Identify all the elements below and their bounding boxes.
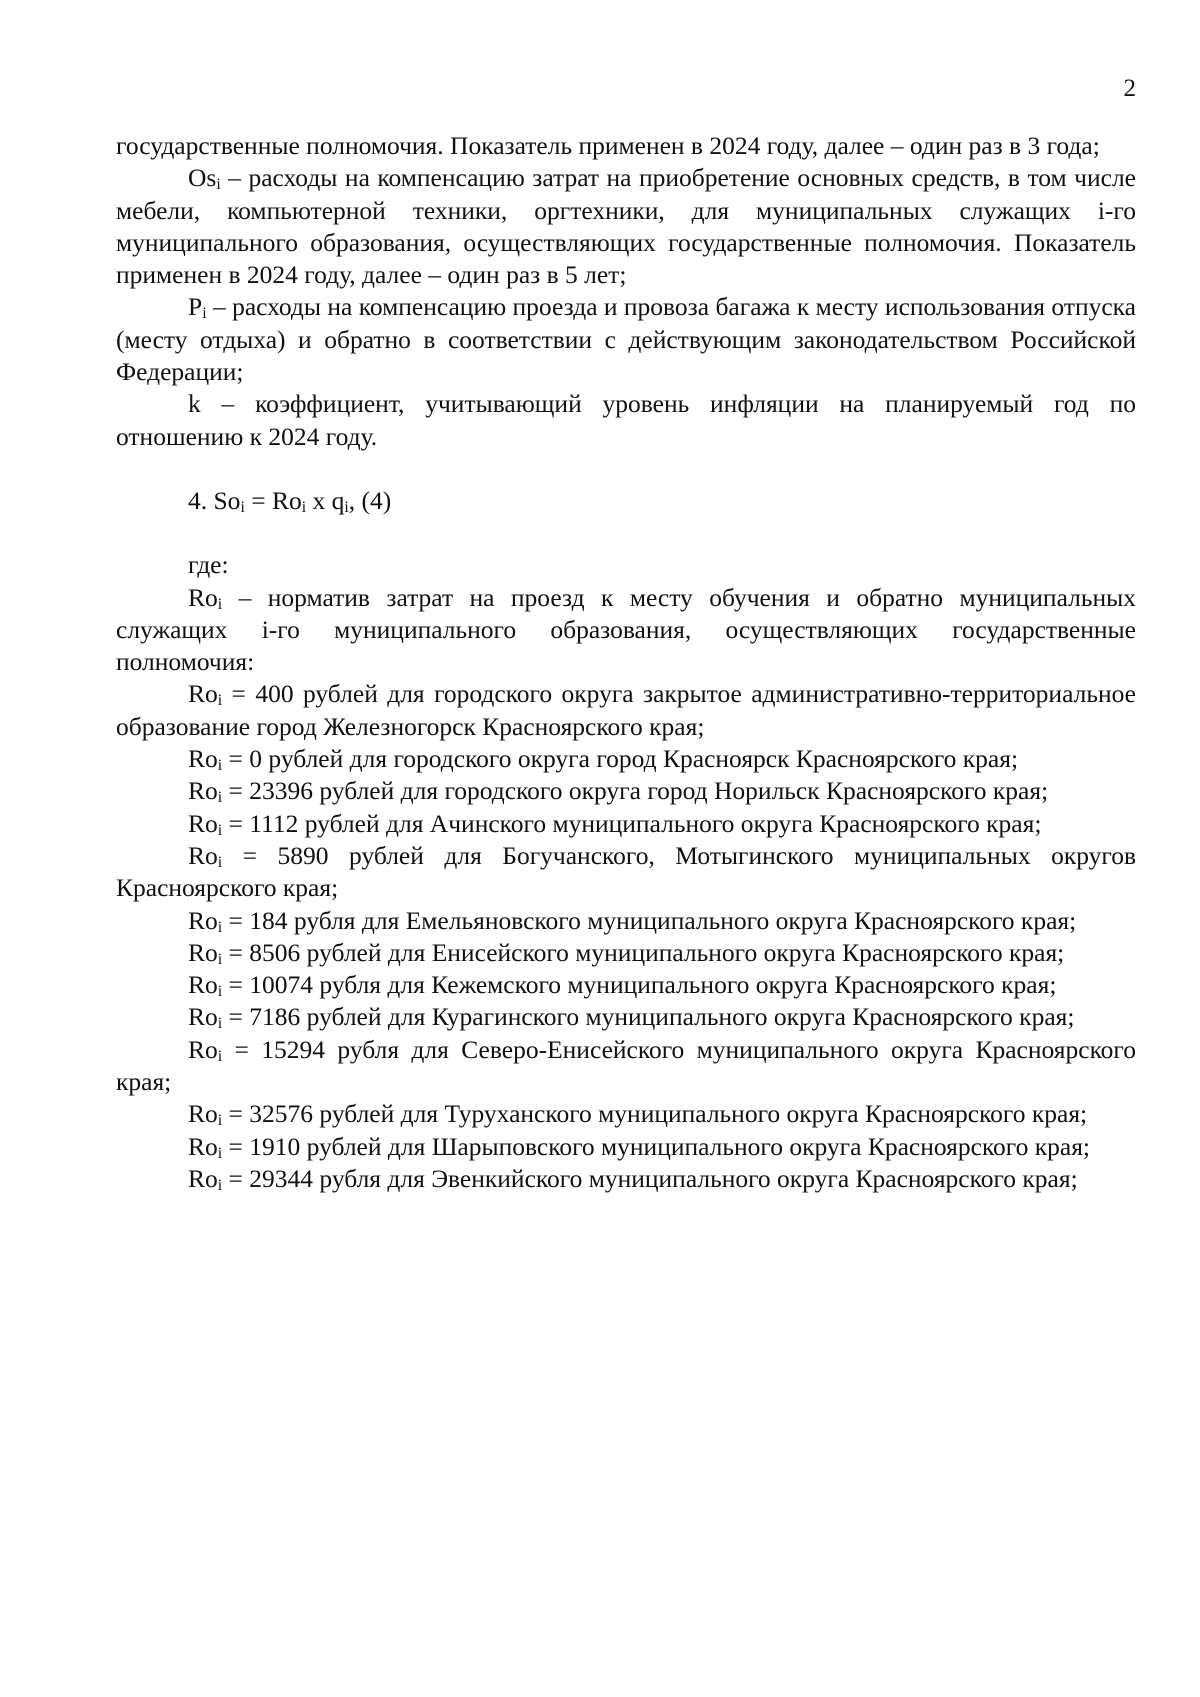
symbol-ro: Ro (188, 1002, 218, 1032)
symbol-subscript: i (217, 1112, 223, 1130)
formula-4 (116, 485, 1136, 517)
definition-k (116, 388, 1136, 453)
symbol-subscript: i (217, 595, 223, 613)
symbol-subscript: i (217, 853, 223, 871)
formula-subscript: i (301, 498, 307, 516)
ro-value-text: = 29344 рубля для Эвенкийского муниципального округа Красноярского края; (222, 1163, 1078, 1193)
symbol-ro: Ro (188, 582, 218, 612)
formula-subscript: i (240, 498, 245, 516)
symbol-subscript: i (217, 789, 223, 807)
ro-value-text: = 10074 рубля для Кежемского муниципального округа Красноярского края; (222, 970, 1057, 1000)
definition-ro (116, 582, 1136, 679)
formula-mid2: x q (306, 485, 345, 515)
ro-value-text: = 184 рубля для Емельяновского муниципального округа Красноярского края; (222, 905, 1077, 935)
definition-text: k – коэффициент, учитывающий уровень инфляции на планируемый год по отношению к 2024 году. (116, 389, 1136, 451)
ro-value-text: = 15294 рубля для Северо-Енисейского муниципального округа Красноярского края; (116, 1034, 1136, 1097)
where-label: где: (188, 550, 229, 580)
ro-value-text: = 1112 рублей для Ачинского муниципального округа Красноярского края; (222, 808, 1042, 838)
ro-value-text: = 400 рублей для городского округа закрытое административно-территориальное образование город Железногорск Красноярского края; (116, 679, 1136, 741)
ro-values-list (116, 678, 1136, 1195)
ro-value-item (116, 775, 1136, 807)
ro-value-item (116, 1034, 1136, 1099)
symbol-ro: Ro (188, 808, 218, 838)
ro-value-text: = 32576 рублей для Туруханского муниципального округа Красноярского края; (222, 1099, 1088, 1129)
ro-value-item (116, 1001, 1136, 1033)
definition-text: – норматив затрат на проезд к месту обучения и обратно муниципальных служащих i-го муниципального образования, осуществляющих государственные полномочия: (116, 582, 1136, 677)
ro-value-text: = 23396 рублей для городского округа город Норильск Красноярского края; (222, 776, 1049, 806)
ro-value-item (116, 840, 1136, 905)
symbol-ro: Ro (188, 1099, 218, 1129)
symbol-ro: Ro (188, 1034, 218, 1064)
symbol-ro: Ro (188, 840, 218, 870)
ro-value-item (116, 905, 1136, 937)
ro-value-text: = 5890 рублей для Богучанского, Мотыгинского муниципальных округов Красноярского края; (116, 840, 1136, 903)
paragraph-continuation (116, 130, 1136, 162)
symbol-os: Os (188, 163, 217, 193)
ro-value-item (116, 937, 1136, 969)
symbol-subscript: i (217, 982, 223, 1000)
symbol-p: P (188, 292, 203, 322)
symbol-subscript: i (217, 821, 223, 839)
definition-p (116, 291, 1136, 388)
symbol-ro: Ro (188, 970, 218, 1000)
document-body (116, 130, 1136, 1195)
symbol-ro: Ro (188, 905, 218, 935)
ro-value-item (116, 743, 1136, 775)
ro-value-text: = 0 рублей для городского округа город Красноярск Красноярского края; (222, 744, 1019, 774)
paragraph-text: государственные полномочия. Показатель применен в 2024 году, далее – один раз в 3 года; (116, 131, 1100, 160)
ro-value-text: = 7186 рублей для Курагинского муниципального округа Красноярского края; (222, 1002, 1075, 1032)
formula-prefix: 4. So (188, 485, 241, 515)
symbol-subscript: i (202, 305, 207, 323)
ro-value-text: = 1910 рублей для Шарыповского муниципального округа Красноярского края; (222, 1131, 1091, 1161)
ro-value-item (116, 1098, 1136, 1130)
symbol-ro: Ro (188, 744, 218, 774)
ro-value-item (116, 678, 1136, 743)
symbol-subscript: i (217, 756, 223, 774)
symbol-subscript: i (216, 176, 221, 194)
formula-mid: = Ro (244, 485, 302, 515)
ro-value-item (116, 969, 1136, 1001)
symbol-subscript: i (217, 1015, 223, 1033)
symbol-ro: Ro (188, 937, 218, 967)
ro-value-item (116, 808, 1136, 840)
symbol-ro: Ro (188, 679, 218, 709)
symbol-ro: Ro (188, 776, 218, 806)
symbol-subscript: i (217, 1144, 223, 1162)
symbol-subscript: i (217, 950, 223, 968)
page-number: 2 (1123, 75, 1136, 102)
definition-os (116, 162, 1136, 291)
symbol-subscript: i (217, 1176, 223, 1194)
symbol-ro: Ro (188, 1163, 218, 1193)
symbol-subscript: i (217, 918, 223, 936)
ro-value-item (116, 1163, 1136, 1195)
ro-value-item (116, 1131, 1136, 1163)
ro-value-text: = 8506 рублей для Енисейского муниципального округа Красноярского края; (222, 937, 1065, 967)
formula-subscript: i (344, 498, 349, 516)
definition-text: – расходы на компенсацию затрат на приобретение основных средств, в том числе мебели, компьютерной техники, оргтехники, для муниципальных служащих i-го муниципального образования, осуществляющих государственные полномочия. Показатель применен в 2024 году, далее – один раз в 5 лет; (116, 163, 1136, 290)
symbol-subscript: i (217, 1047, 223, 1065)
formula-suffix: , (4) (348, 485, 392, 515)
definition-text: – расходы на компенсацию проезда и провоза багажа к месту использования отпуска (месту отдыха) и обратно в соответствии с действующим законодательством Российской Федерации; (116, 292, 1136, 387)
symbol-subscript: i (217, 692, 223, 710)
symbol-ro: Ro (188, 1131, 218, 1161)
